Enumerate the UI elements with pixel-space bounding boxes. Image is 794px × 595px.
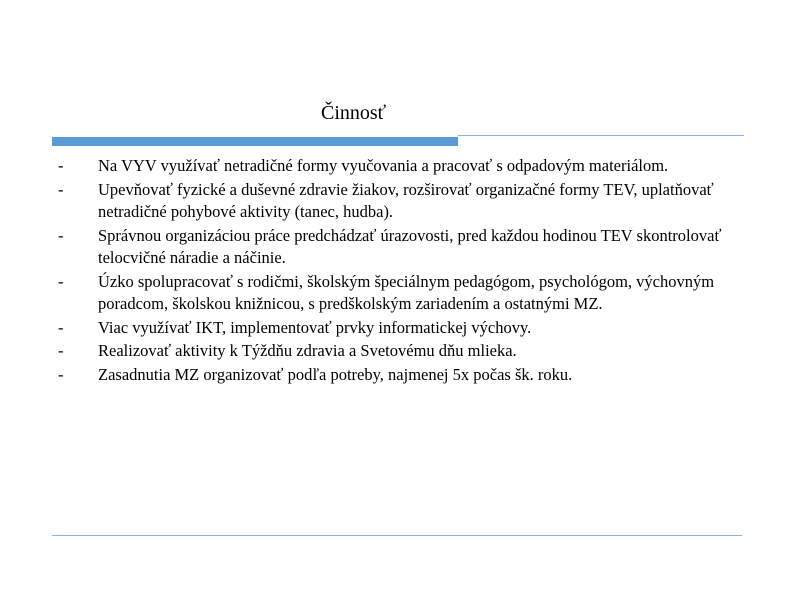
list-item (58, 155, 738, 178)
list-item-text: Správnou organizáciou práce predchádzať úrazovosti, pred každou hodinou TEV skontrolovať telocvičné náradie a náčinie. (98, 225, 722, 267)
list-item-text: Na VYV využívať netradičné formy vyučovania a pracovať s odpadovým materiálom. (98, 156, 669, 175)
list-item-text: Realizovať aktivity k Týždňu zdravia a Svetovému dňu mlieka. (98, 341, 517, 360)
bullet-dash: - (58, 225, 64, 245)
list-item-text: Upevňovať fyzické a duševné zdravie žiakov, rozširovať organizačné formy TEV, uplatňovať netradičné pohybové aktivity (tanec, hudba). (98, 179, 714, 221)
bullet-dash: - (58, 341, 64, 360)
bullet-dash: - (58, 179, 64, 199)
bullet-dash: - (58, 317, 64, 337)
list-item (58, 225, 738, 270)
list-item (58, 340, 738, 363)
footer-rule (52, 535, 742, 536)
list-item (58, 317, 738, 340)
list-item (58, 271, 738, 316)
title-underline-thin (458, 135, 744, 136)
list-item (58, 179, 738, 224)
slide-title: Činnosť (321, 102, 387, 124)
list-item-text: Úzko spolupracovať s rodičmi, školským špeciálnym pedagógom, psychológom, výchovným poradcom, školskou knižnicou, s predškolským zariadením a ostatnými MZ. (98, 271, 715, 313)
list-item (58, 364, 738, 387)
list-item-text: Viac využívať IKT, implementovať prvky informatickej výchovy. (98, 317, 532, 337)
title-underline-accent (52, 137, 458, 146)
bullet-dash: - (58, 364, 64, 384)
list-item-text: Zasadnutia MZ organizovať podľa potreby, najmenej 5x počas šk. roku. (98, 364, 573, 384)
bullet-dash: - (58, 271, 64, 291)
bullet-list (58, 155, 738, 387)
bullet-dash: - (58, 156, 64, 175)
